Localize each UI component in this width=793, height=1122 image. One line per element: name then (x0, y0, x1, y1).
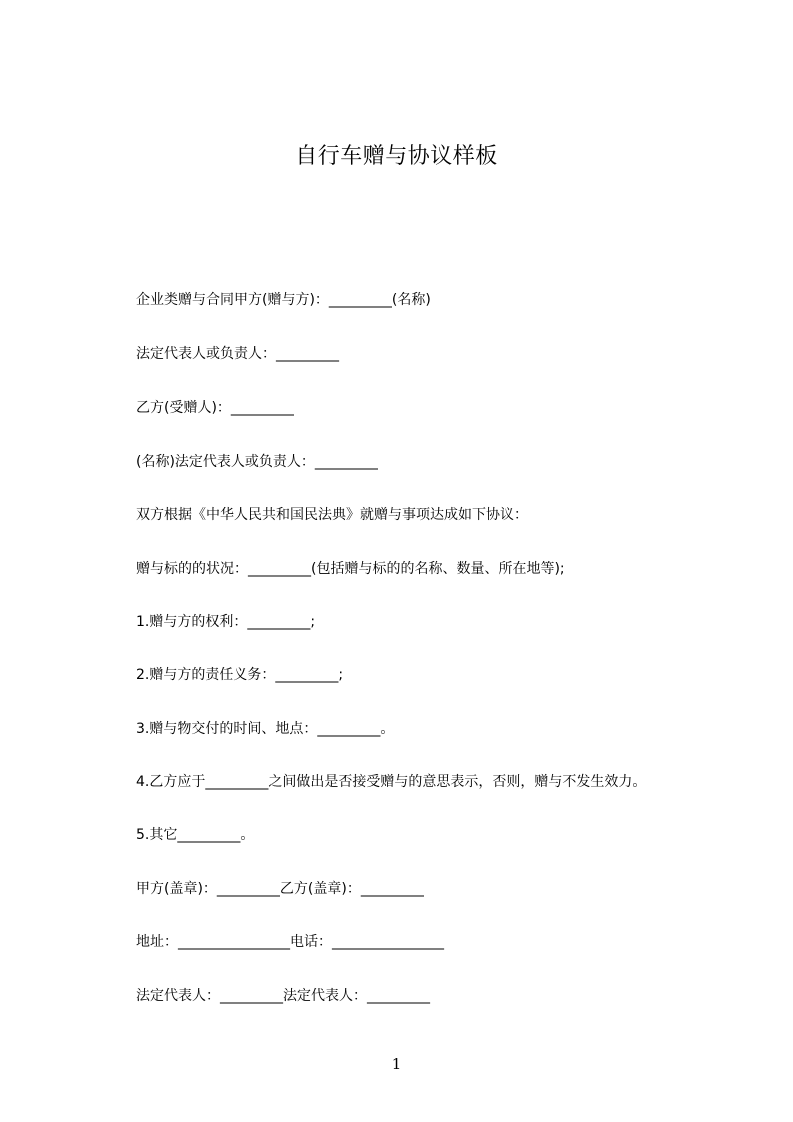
paragraph-party-a-representative: 法定代表人或负责人：_________ (136, 346, 339, 362)
paragraph-clause-3: 3.赠与物交付的时间、地点：_________。 (136, 721, 395, 737)
paragraph-address-phone: 地址：________________电话：________________ (136, 934, 444, 950)
paragraph-clause-5: 5.其它_________。 (136, 827, 255, 843)
paragraph-seals: 甲方(盖章)：_________乙方(盖章)：_________ (136, 881, 424, 897)
paragraph-party-a: 企业类赠与合同甲方(赠与方)：_________(名称) (136, 292, 431, 308)
paragraph-agreement-basis: 双方根据《中华人民共和国民法典》就赠与事项达成如下协议： (136, 507, 528, 523)
paragraph-clause-1: 1.赠与方的权利：_________; (136, 614, 316, 630)
document-title: 自行车赠与协议样板 (295, 144, 498, 169)
paragraph-gift-status: 赠与标的的状况：_________(包括赠与标的的名称、数量、所在地等); (136, 561, 565, 577)
paragraph-party-b: 乙方(受赠人)：_________ (136, 400, 294, 416)
paragraph-clause-4: 4.乙方应于_________之间做出是否接受赠与的意思表示，否则，赠与不发生效力。 (136, 774, 647, 790)
page-number: 1 (391, 1055, 402, 1073)
paragraph-clause-2: 2.赠与方的责任义务：_________; (136, 667, 344, 683)
paragraph-representatives: 法定代表人：_________法定代表人：_________ (136, 988, 430, 1004)
paragraph-party-b-representative: (名称)法定代表人或负责人：_________ (136, 454, 378, 470)
